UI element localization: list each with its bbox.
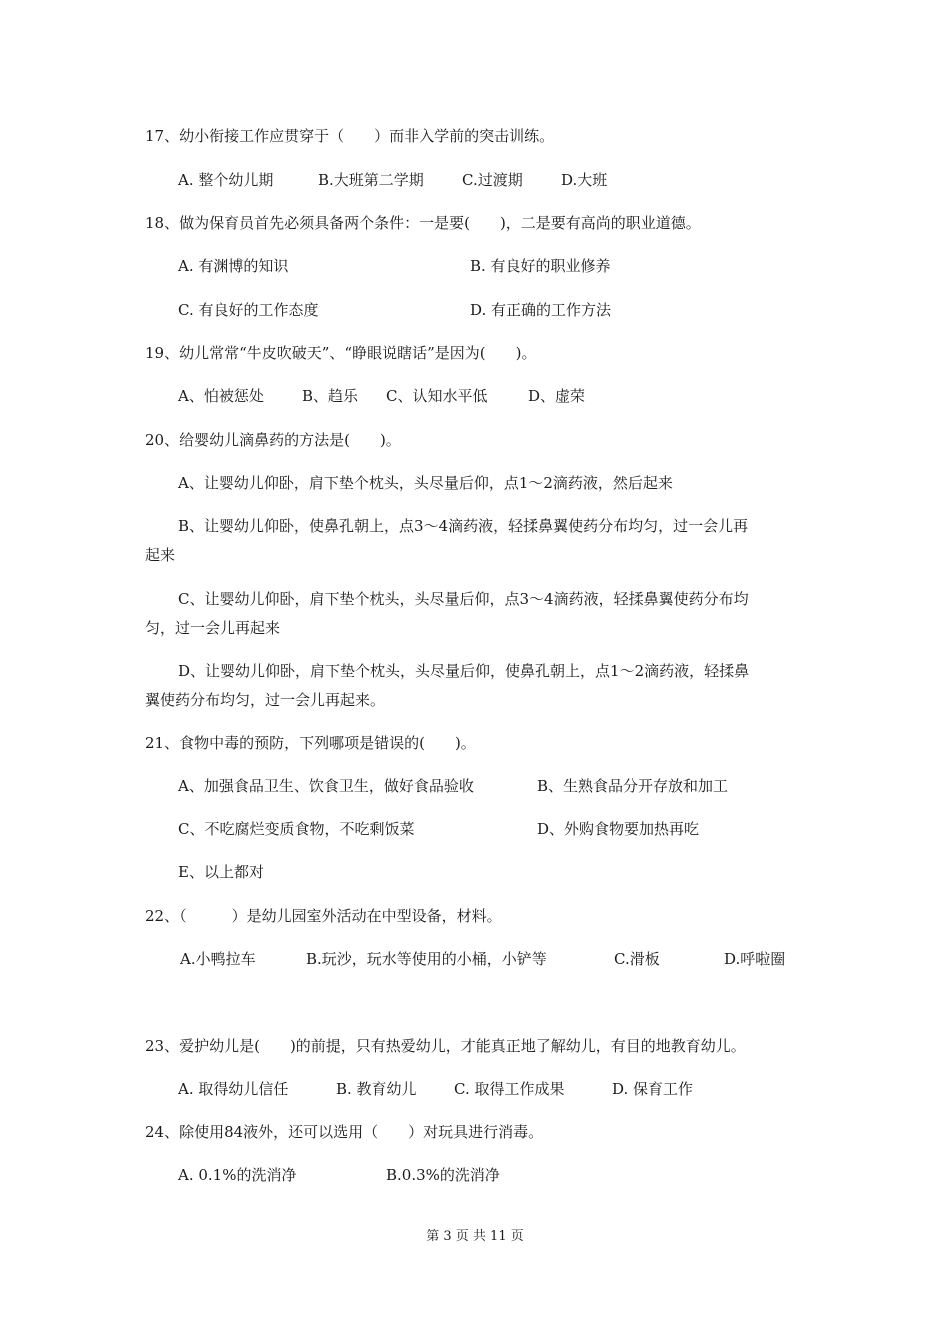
page-footer: 第 3 页 共 11 页 xyxy=(426,1229,524,1244)
question-18-option-a: A. 有渊博的知识 xyxy=(178,257,289,275)
question-17-option-b: B.大班第二学期 xyxy=(318,171,424,189)
question-24-stem: 24、除使用84液外，还可以选用（ ）对玩具进行消毒。 xyxy=(145,1123,544,1141)
question-18-option-b: B. 有良好的职业修养 xyxy=(470,257,611,275)
question-23-option-d: D. 保育工作 xyxy=(612,1080,694,1098)
question-23-option-a: A. 取得幼儿信任 xyxy=(178,1080,289,1098)
question-19-option-c: C、认知水平低 xyxy=(386,387,488,405)
question-17-option-c: C.过渡期 xyxy=(462,171,523,189)
question-17-option-a: A. 整个幼儿期 xyxy=(178,171,274,189)
question-18-option-c: C. 有良好的工作态度 xyxy=(178,301,319,319)
question-19-option-a: A、怕被惩处 xyxy=(178,387,264,405)
question-17-stem: 17、幼小衔接工作应贯穿于（ ）而非入学前的突击训练。 xyxy=(145,127,555,145)
question-24-option-a: A. 0.1%的洗消净 xyxy=(178,1166,297,1184)
question-20-option-d-line-1: D、让婴幼儿仰卧，肩下垫个枕头，头尽量后仰，使鼻孔朝上，点1～2滴药液，轻揉鼻 xyxy=(178,662,750,680)
question-17-option-d: D.大班 xyxy=(561,171,608,189)
question-21-option-e: E、以上都对 xyxy=(178,863,264,881)
question-22-option-b: B.玩沙，玩水等使用的小桶，小铲等 xyxy=(306,950,547,968)
question-21-option-d: D、外购食物要加热再吃 xyxy=(537,820,700,838)
question-23-option-c: C. 取得工作成果 xyxy=(454,1080,565,1098)
question-21-option-c: C、不吃腐烂变质食物，不吃剩饭菜 xyxy=(178,820,415,838)
question-21-stem: 21、食物中毒的预防，下列哪项是错误的( )。 xyxy=(145,734,476,752)
question-22-option-c: C.滑板 xyxy=(614,950,660,968)
question-20-option-c-line-2: 匀，过一会儿再起来 xyxy=(145,619,281,637)
question-23-stem: 23、爱护幼儿是( )的前提，只有热爱幼儿，才能真正地了解幼儿，有目的地教育幼儿。 xyxy=(145,1037,746,1055)
question-22-option-d: D.呼啦圈 xyxy=(724,950,786,968)
question-19-stem: 19、幼儿常常“牛皮吹破天”、“睁眼说瞎话”是因为( )。 xyxy=(145,344,537,362)
question-22-stem: 22、（ ）是幼儿园室外活动在中型设备，材料。 xyxy=(145,907,502,925)
question-20-option-b-line-2: 起来 xyxy=(145,546,176,564)
question-21-option-b: B、生熟食品分开存放和加工 xyxy=(537,777,729,795)
question-24-option-b: B.0.3%的洗消净 xyxy=(386,1166,500,1184)
question-23-option-b: B. 教育幼儿 xyxy=(336,1080,417,1098)
question-20-option-c-line-1: C、让婴幼儿仰卧，肩下垫个枕头，头尽量后仰，点3～4滴药液，轻揉鼻翼使药分布均 xyxy=(178,590,749,608)
question-20-option-d-line-2: 翼使药分布均匀，过一会儿再起来。 xyxy=(145,691,386,709)
question-18-option-d: D. 有正确的工作方法 xyxy=(470,301,612,319)
question-22-option-a: A.小鸭拉车 xyxy=(180,950,256,968)
question-19-option-d: D、虚荣 xyxy=(528,387,586,405)
question-18-stem: 18、做为保育员首先必须具备两个条件：一是要( )，二是要有高尚的职业道德。 xyxy=(145,214,701,232)
question-20-stem: 20、给婴幼儿滴鼻药的方法是( )。 xyxy=(145,431,401,449)
question-20-option-b-line-1: B、让婴幼儿仰卧，使鼻孔朝上，点3～4滴药液，轻揉鼻翼使药分布均匀，过一会儿再 xyxy=(178,517,749,535)
question-21-option-a: A、加强食品卫生、饮食卫生，做好食品验收 xyxy=(178,777,474,795)
question-20-option-a: A、让婴幼儿仰卧，肩下垫个枕头，头尽量后仰，点1～2滴药液，然后起来 xyxy=(178,474,673,492)
question-19-option-b: B、趋乐 xyxy=(302,387,359,405)
